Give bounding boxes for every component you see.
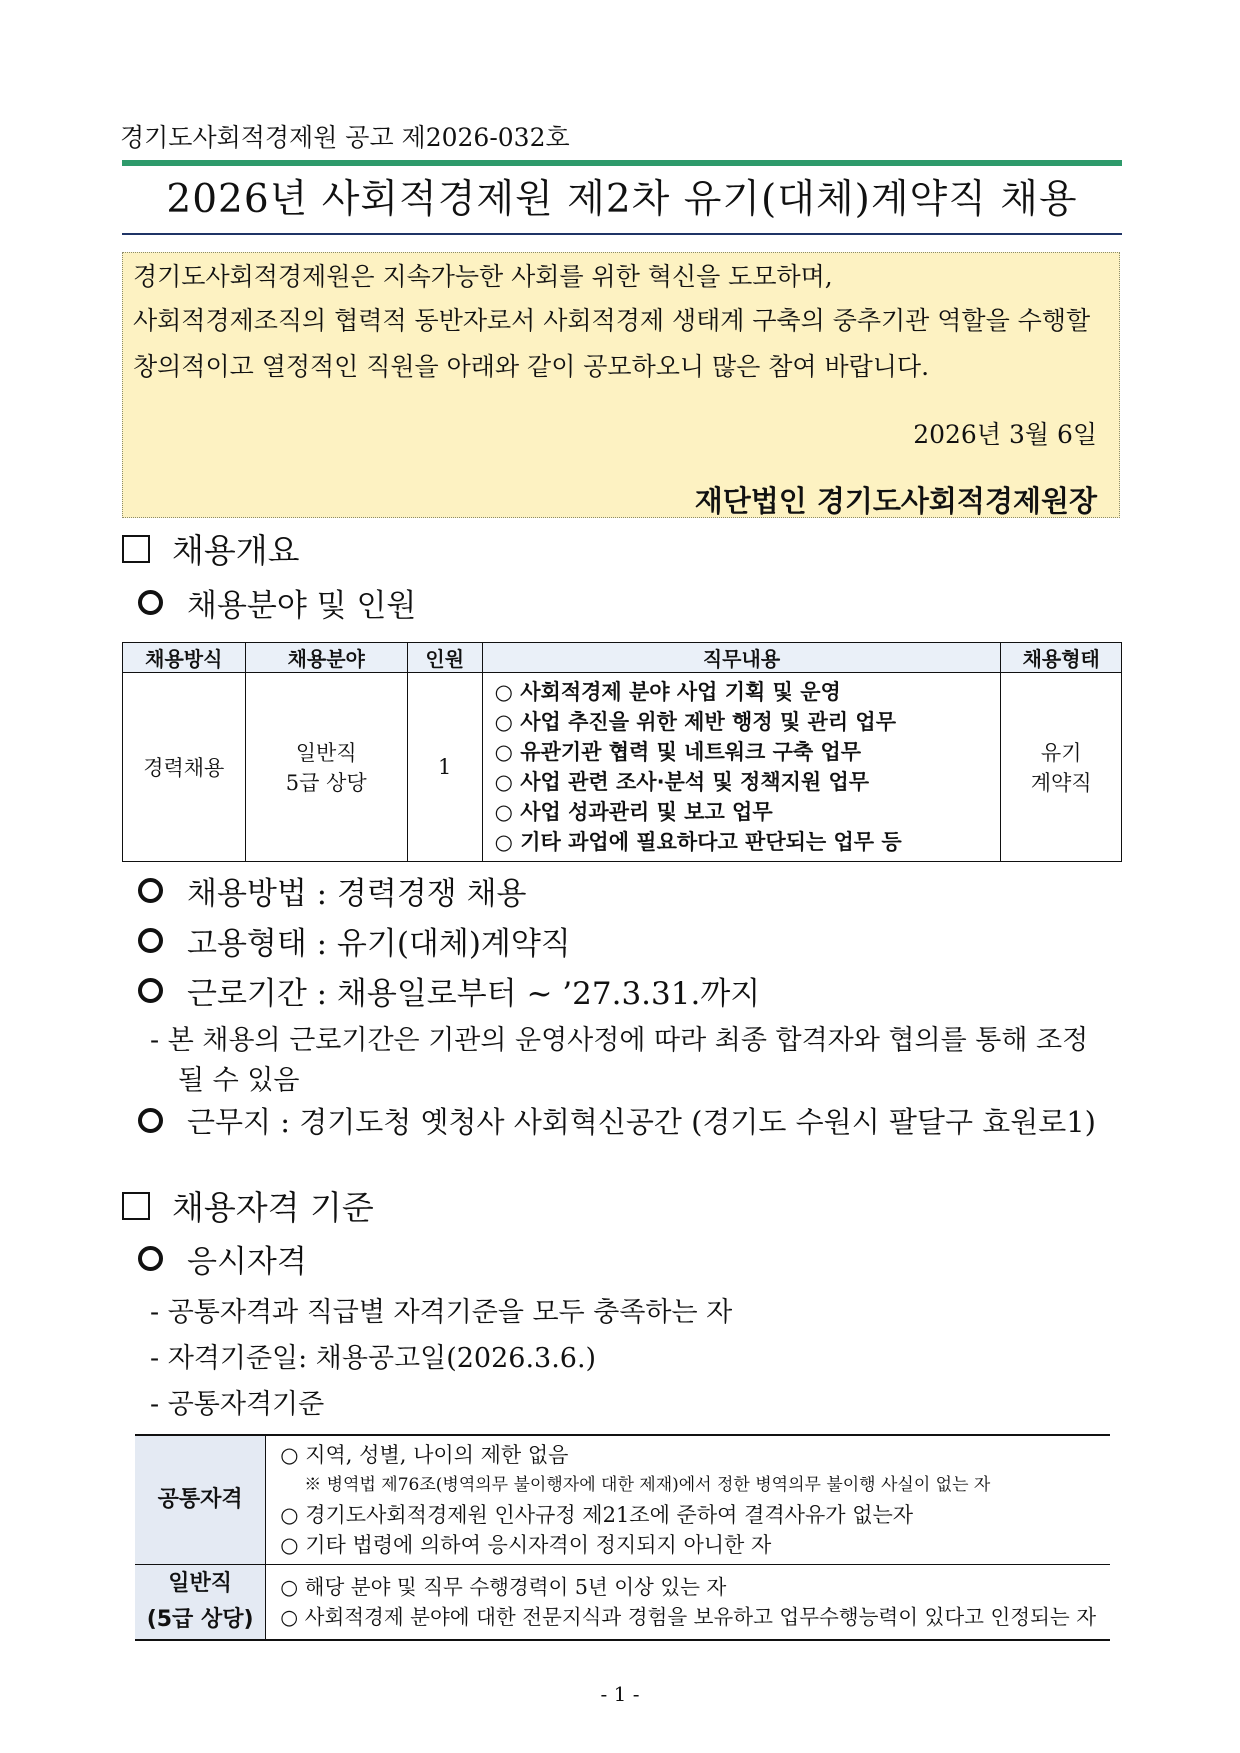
eligibility-item: - 공통자격기준 [150, 1389, 325, 1420]
subsection-field-title: 채용분야 및 인원 [187, 588, 417, 624]
intro-box [122, 252, 1120, 518]
circle-bullet-icon [138, 978, 163, 1003]
intro-line-3: 창의적이고 열정적인 직원을 아래와 같이 공모하오니 많은 참여 바랍니다. [133, 352, 930, 381]
grade-qualification-label [135, 1565, 266, 1641]
work-period [138, 968, 760, 1013]
cell-field [245, 673, 407, 862]
grade-qualification-items [266, 1565, 1110, 1641]
duty-item: ○ 기타 과업에 필요하다고 판단되는 업무 등 [494, 830, 902, 854]
eligibility-item: - 공통자격과 직급별 자격기준을 모두 충족하는 자 [150, 1297, 733, 1328]
section-qualification [122, 1182, 374, 1229]
green-divider [122, 160, 1122, 166]
type-line-2: 계약직 [1030, 771, 1092, 795]
title-underline [122, 233, 1122, 235]
notice-date: 2026년 3월 6일 [913, 420, 1097, 449]
intro-line-1: 경기도사회적경제원은 지속가능한 사회를 위한 혁신을 도모하며, [133, 262, 833, 291]
cell-count: 1 [407, 673, 482, 862]
notice-number: 경기도사회적경제원 공고 제2026-032호 [120, 123, 570, 152]
grade-item: ○ 해당 분야 및 직무 수행경력이 5년 이상 있는 자 [280, 1575, 727, 1599]
col-header-field: 채용분야 [245, 643, 407, 673]
section-overview-title: 채용개요 [172, 531, 300, 570]
section-overview [122, 525, 300, 572]
subsection-eligibility [138, 1236, 307, 1281]
organization-name: 재단법인 경기도사회적경제원장 [694, 484, 1097, 518]
square-bullet-icon [122, 1192, 150, 1220]
page-title: 2026년 사회적경제원 제2차 유기(대체)계약직 채용 [166, 177, 1078, 222]
workplace-text: 근무지 : 경기도청 옛청사 사회혁신공간 (경기도 수원시 팔달구 효원로1) [187, 1105, 1096, 1139]
work-period-text: 근로기간 : 채용일로부터 ~ ’27.3.31.까지 [187, 976, 761, 1012]
duty-item: ○ 유관기관 협력 및 네트워크 구축 업무 [494, 740, 862, 764]
common-item: ○ 지역, 성별, 나이의 제한 없음 [280, 1443, 569, 1467]
duty-item: ○ 사업 관련 조사·분석 및 정책지원 업무 [494, 770, 870, 794]
table-header-row [123, 643, 1122, 673]
cell-duties [482, 673, 1001, 862]
duty-item: ○ 사회적경제 분야 사업 기획 및 운영 [494, 680, 841, 704]
subsection-field [138, 580, 416, 625]
grade-item: ○ 사회적경제 분야에 대한 전문지식과 경험을 보유하고 업무수행능력이 있다고 인정되는 자 [280, 1605, 1096, 1629]
employment-type-text: 고용형태 : 유기(대체)계약직 [187, 926, 571, 962]
employment-type [138, 918, 571, 963]
col-header-duties: 직무내용 [482, 643, 1001, 673]
circle-bullet-icon [138, 878, 163, 903]
recruitment-table [122, 642, 1122, 862]
circle-bullet-icon [138, 928, 163, 953]
circle-bullet-icon [138, 590, 163, 615]
grade-label-line-1: 일반직 [168, 1571, 232, 1596]
work-period-note-1: - 본 채용의 근로기간은 기관의 운영사정에 따라 최종 합격자와 협의를 통해 조정 [150, 1025, 1089, 1056]
field-line-2: 5급 상당 [285, 771, 367, 795]
common-item-note: ※ 병역법 제76조(병역의무 불이행자에 대한 제재)에서 정한 병역의무 불이행 사실이 없는 자 [304, 1475, 991, 1495]
type-line-1: 유기 [1040, 741, 1082, 765]
subsection-eligibility-title: 응시자격 [187, 1244, 307, 1280]
section-qualification-title: 채용자격 기준 [172, 1188, 374, 1227]
square-bullet-icon [122, 535, 150, 563]
common-item: ○ 경기도사회적경제원 인사규정 제21조에 준하여 결격사유가 없는자 [280, 1503, 914, 1527]
cell-method: 경력채용 [123, 673, 246, 862]
duty-item: ○ 사업 성과관리 및 보고 업무 [494, 800, 773, 824]
work-period-note-2: 될 수 있음 [178, 1065, 300, 1096]
recruit-method [138, 868, 526, 913]
qualification-table [135, 1434, 1110, 1641]
grade-label-line-2: (5급 상당) [146, 1607, 254, 1632]
table-row [123, 673, 1122, 862]
duty-item: ○ 사업 추진을 위한 제반 행정 및 관리 업무 [494, 710, 896, 734]
col-header-type: 채용형태 [1001, 643, 1122, 673]
table-row [135, 1565, 1110, 1641]
common-qualification-items [266, 1435, 1110, 1565]
eligibility-item: - 자격기준일: 채용공고일(2026.3.6.) [150, 1343, 597, 1374]
field-line-1: 일반직 [295, 741, 357, 765]
intro-line-2: 사회적경제조직의 협력적 동반자로서 사회적경제 생태계 구축의 중추기관 역할을 수행할 [133, 306, 1091, 335]
recruit-method-text: 채용방법 : 경력경쟁 채용 [187, 876, 527, 912]
cell-type [1001, 673, 1122, 862]
table-row [135, 1435, 1110, 1565]
workplace [138, 1100, 1096, 1141]
page-number: - 1 - [600, 1682, 640, 1706]
col-header-count: 인원 [407, 643, 482, 673]
col-header-method: 채용방식 [123, 643, 246, 673]
circle-bullet-icon [138, 1108, 163, 1133]
common-item: ○ 기타 법령에 의하여 응시자격이 정지되지 아니한 자 [280, 1533, 772, 1557]
circle-bullet-icon [138, 1246, 163, 1271]
common-qualification-label: 공통자격 [135, 1435, 266, 1565]
